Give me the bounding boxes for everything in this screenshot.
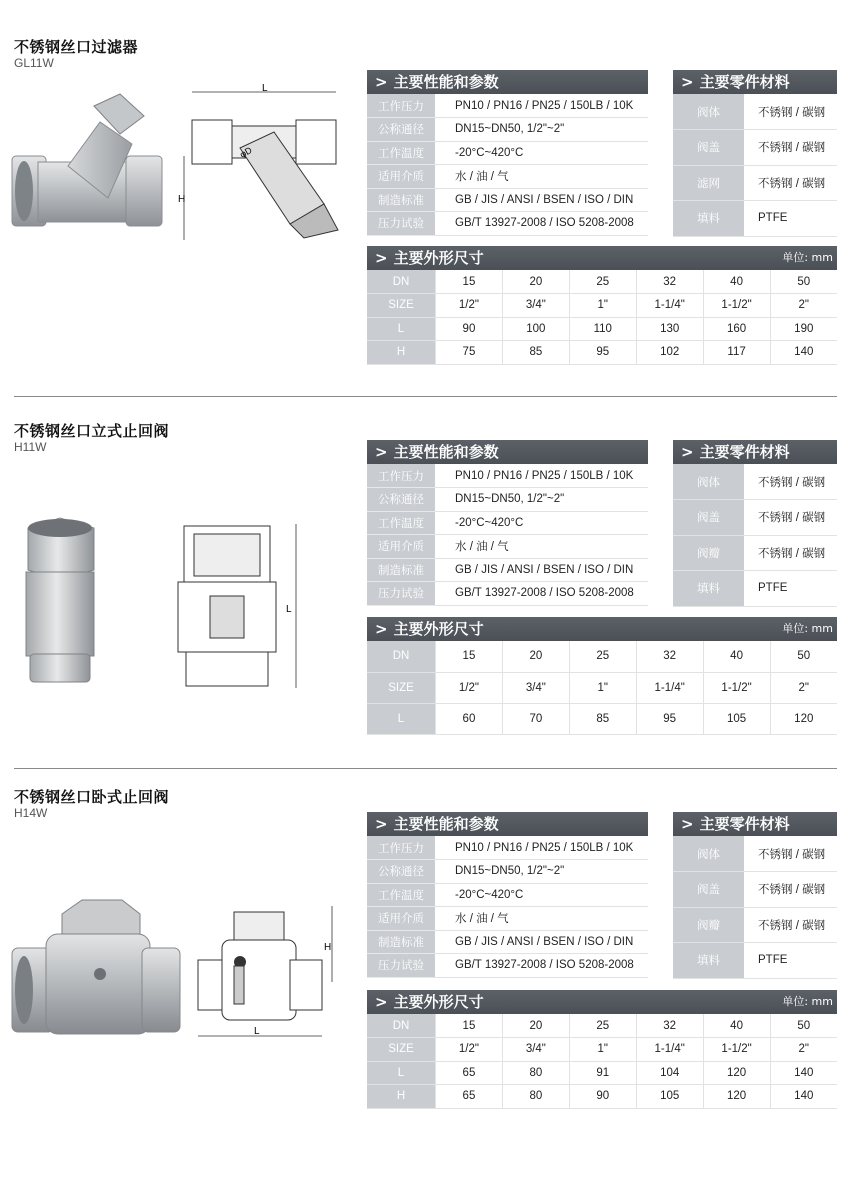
- vertical-check-valve-drawing: [170, 520, 310, 692]
- dim-value: 1-1/2": [703, 672, 770, 703]
- dim-value: 104: [636, 1061, 703, 1085]
- dim-value: 80: [502, 1085, 569, 1109]
- dim-value: 50: [770, 1014, 837, 1038]
- dim-value: 1/2": [436, 672, 503, 703]
- table-row: [367, 165, 648, 189]
- table-row: [367, 1014, 837, 1038]
- dim-label: DN: [367, 641, 436, 672]
- table-row: [673, 872, 837, 908]
- table-row: [367, 188, 648, 212]
- parts-header: > 主要零件材料: [673, 440, 837, 464]
- table-row: [367, 907, 648, 931]
- dims-header: > 主要外形尺寸 单位: mm: [367, 246, 837, 270]
- dim-value: 20: [502, 641, 569, 672]
- dims-table: [367, 641, 837, 735]
- param-label: 适用介质: [367, 165, 435, 189]
- table-row: [367, 535, 648, 559]
- unit-label: 单位: mm: [782, 251, 833, 264]
- param-value: -20°C~420°C: [435, 883, 648, 907]
- part-material: 不锈钢 / 碳钢: [744, 907, 837, 943]
- param-label: 工作压力: [367, 464, 435, 488]
- table-row: [367, 511, 648, 535]
- dim-value: 3/4": [502, 294, 569, 318]
- product-title: 不锈钢丝口立式止回阀: [14, 422, 170, 440]
- param-value: PN10 / PN16 / PN25 / 150LB / 10K: [435, 94, 648, 118]
- part-material: 不锈钢 / 碳钢: [744, 500, 837, 536]
- part-label: 填料: [673, 201, 744, 237]
- dimension-label-l: L: [254, 1026, 260, 1037]
- parts-table: [673, 464, 837, 607]
- param-label: 压力试验: [367, 582, 435, 606]
- dim-value: 140: [770, 341, 837, 365]
- dim-value: 80: [502, 1061, 569, 1085]
- parts-header: > 主要零件材料: [673, 812, 837, 836]
- dim-value: 105: [703, 703, 770, 734]
- param-value: DN15~DN50, 1/2"~2": [435, 860, 648, 884]
- dim-value: 15: [436, 641, 503, 672]
- y-strainer-photo: [8, 88, 168, 238]
- dim-value: 120: [770, 703, 837, 734]
- param-label: 压力试验: [367, 212, 435, 236]
- dim-value: 65: [436, 1061, 503, 1085]
- table-row: [367, 703, 837, 734]
- param-value: DN15~DN50, 1/2"~2": [435, 118, 648, 142]
- param-value: -20°C~420°C: [435, 511, 648, 535]
- dim-value: 130: [636, 317, 703, 341]
- param-value: PN10 / PN16 / PN25 / 150LB / 10K: [435, 836, 648, 860]
- dim-value: 140: [770, 1085, 837, 1109]
- part-label: 阀体: [673, 94, 744, 130]
- dim-value: 2": [770, 672, 837, 703]
- performance-header: > 主要性能和参数: [367, 440, 648, 464]
- dim-label: SIZE: [367, 1038, 436, 1062]
- swing-check-valve-drawing: [186, 904, 346, 1044]
- product-code: H11W: [14, 440, 47, 454]
- dim-value: 85: [502, 341, 569, 365]
- part-material: 不锈钢 / 碳钢: [744, 872, 837, 908]
- param-label: 工作压力: [367, 836, 435, 860]
- product-title: 不锈钢丝口卧式止回阀: [14, 788, 170, 806]
- dim-value: 40: [703, 641, 770, 672]
- table-row: [367, 836, 648, 860]
- dim-value: 32: [636, 270, 703, 294]
- dim-value: 3/4": [502, 672, 569, 703]
- dim-value: 25: [569, 1014, 636, 1038]
- param-label: 公称通径: [367, 118, 435, 142]
- part-label: 阀盖: [673, 872, 744, 908]
- dim-value: 15: [436, 1014, 503, 1038]
- dim-value: 1": [569, 1038, 636, 1062]
- table-row: [367, 1085, 837, 1109]
- part-material: PTFE: [744, 943, 837, 979]
- dim-value: 60: [436, 703, 503, 734]
- table-row: [367, 317, 837, 341]
- product-title: 不锈钢丝口过滤器: [14, 38, 139, 56]
- dim-value: 100: [502, 317, 569, 341]
- param-value: GB / JIS / ANSI / BSEN / ISO / DIN: [435, 188, 648, 212]
- table-row: [367, 558, 648, 582]
- table-row: [367, 94, 648, 118]
- dim-label: L: [367, 703, 436, 734]
- dim-value: 1-1/4": [636, 672, 703, 703]
- performance-table: [367, 836, 648, 978]
- part-label: 阀瓣: [673, 907, 744, 943]
- swing-check-valve-photo: [10, 894, 182, 1040]
- param-label: 制造标准: [367, 188, 435, 212]
- part-label: 滤网: [673, 165, 744, 201]
- param-label: 制造标准: [367, 558, 435, 582]
- table-row: [673, 943, 837, 979]
- param-label: 工作温度: [367, 141, 435, 165]
- dim-value: 32: [636, 641, 703, 672]
- performance-header: > 主要性能和参数: [367, 812, 648, 836]
- part-material: 不锈钢 / 碳钢: [744, 94, 837, 130]
- dim-label: H: [367, 1085, 436, 1109]
- dim-label: SIZE: [367, 672, 436, 703]
- part-label: 阀体: [673, 836, 744, 872]
- dim-value: 120: [703, 1085, 770, 1109]
- table-row: [367, 860, 648, 884]
- part-label: 阀盖: [673, 500, 744, 536]
- product-code: GL11W: [14, 56, 54, 70]
- dimension-label-l: L: [262, 84, 268, 94]
- table-row: [673, 535, 837, 571]
- part-label: 阀体: [673, 464, 744, 500]
- param-value: 水 / 油 / 气: [435, 907, 648, 931]
- param-label: 工作温度: [367, 883, 435, 907]
- dimension-label-h: H: [178, 194, 186, 205]
- dim-value: 2": [770, 1038, 837, 1062]
- dim-value: 120: [703, 1061, 770, 1085]
- param-value: 水 / 油 / 气: [435, 165, 648, 189]
- table-row: [367, 212, 648, 236]
- dim-label: DN: [367, 1014, 436, 1038]
- table-row: [367, 1038, 837, 1062]
- dim-value: 15: [436, 270, 503, 294]
- dim-value: 20: [502, 270, 569, 294]
- dim-value: 160: [703, 317, 770, 341]
- param-label: 适用介质: [367, 907, 435, 931]
- table-row: [367, 270, 837, 294]
- dim-value: 90: [436, 317, 503, 341]
- dim-value: 20: [502, 1014, 569, 1038]
- parts-table: [673, 836, 837, 979]
- dim-value: 1": [569, 294, 636, 318]
- product-code: H14W: [14, 806, 48, 820]
- table-row: [367, 141, 648, 165]
- dim-label: SIZE: [367, 294, 436, 318]
- dim-value: 1-1/2": [703, 294, 770, 318]
- dim-value: 32: [636, 1014, 703, 1038]
- part-material: 不锈钢 / 碳钢: [744, 535, 837, 571]
- param-label: 工作温度: [367, 511, 435, 535]
- table-row: [367, 488, 648, 512]
- part-material: PTFE: [744, 201, 837, 237]
- table-row: [673, 165, 837, 201]
- part-material: 不锈钢 / 碳钢: [744, 130, 837, 166]
- param-value: GB / JIS / ANSI / BSEN / ISO / DIN: [435, 930, 648, 954]
- dims-table: [367, 1014, 837, 1109]
- dim-value: 3/4": [502, 1038, 569, 1062]
- param-value: GB/T 13927-2008 / ISO 5208-2008: [435, 212, 648, 236]
- performance-table: [367, 464, 648, 606]
- dim-value: 75: [436, 341, 503, 365]
- table-row: [673, 464, 837, 500]
- dim-value: 95: [636, 703, 703, 734]
- param-value: GB/T 13927-2008 / ISO 5208-2008: [435, 582, 648, 606]
- vertical-check-valve-photo: [18, 514, 104, 686]
- dims-header: > 主要外形尺寸 单位: mm: [367, 617, 837, 641]
- dim-value: 90: [569, 1085, 636, 1109]
- param-label: 公称通径: [367, 488, 435, 512]
- dim-value: 50: [770, 270, 837, 294]
- part-label: 填料: [673, 943, 744, 979]
- dim-value: 140: [770, 1061, 837, 1085]
- part-material: 不锈钢 / 碳钢: [744, 836, 837, 872]
- dim-value: 25: [569, 270, 636, 294]
- table-row: [673, 836, 837, 872]
- dim-label: H: [367, 341, 436, 365]
- param-value: GB / JIS / ANSI / BSEN / ISO / DIN: [435, 558, 648, 582]
- table-row: [367, 341, 837, 365]
- dim-value: 117: [703, 341, 770, 365]
- table-row: [673, 94, 837, 130]
- param-label: 制造标准: [367, 930, 435, 954]
- dim-value: 1-1/4": [636, 294, 703, 318]
- table-row: [673, 500, 837, 536]
- dim-value: 1": [569, 672, 636, 703]
- parts-header: > 主要零件材料: [673, 70, 837, 94]
- dim-value: 25: [569, 641, 636, 672]
- param-value: 水 / 油 / 气: [435, 535, 648, 559]
- dim-value: 105: [636, 1085, 703, 1109]
- dim-label: DN: [367, 270, 436, 294]
- part-label: 填料: [673, 571, 744, 607]
- dim-value: 85: [569, 703, 636, 734]
- table-row: [673, 130, 837, 166]
- parts-table: [673, 94, 837, 237]
- dim-value: 1-1/4": [636, 1038, 703, 1062]
- dimension-label-l: L: [286, 604, 292, 615]
- param-label: 适用介质: [367, 535, 435, 559]
- y-strainer-drawing: [178, 84, 348, 244]
- part-material: PTFE: [744, 571, 837, 607]
- dims-header: > 主要外形尺寸 单位: mm: [367, 990, 837, 1014]
- table-row: [367, 118, 648, 142]
- table-row: [367, 672, 837, 703]
- dim-value: 91: [569, 1061, 636, 1085]
- table-row: [367, 641, 837, 672]
- performance-table: [367, 94, 648, 236]
- dim-value: 190: [770, 317, 837, 341]
- table-row: [673, 201, 837, 237]
- dimension-label-h: H: [324, 942, 332, 953]
- dim-value: 70: [502, 703, 569, 734]
- part-material: 不锈钢 / 碳钢: [744, 464, 837, 500]
- dim-value: 65: [436, 1085, 503, 1109]
- section-divider: [14, 768, 837, 769]
- dim-value: 2": [770, 294, 837, 318]
- unit-label: 单位: mm: [782, 995, 833, 1008]
- table-row: [367, 930, 648, 954]
- dims-table: [367, 270, 837, 365]
- dim-value: 40: [703, 1014, 770, 1038]
- table-row: [673, 907, 837, 943]
- part-label: 阀瓣: [673, 535, 744, 571]
- dim-value: 110: [569, 317, 636, 341]
- param-label: 公称通径: [367, 860, 435, 884]
- dim-value: 1/2": [436, 294, 503, 318]
- table-row: [673, 571, 837, 607]
- table-row: [367, 954, 648, 978]
- param-value: PN10 / PN16 / PN25 / 150LB / 10K: [435, 464, 648, 488]
- dim-value: 1/2": [436, 1038, 503, 1062]
- dim-label: L: [367, 1061, 436, 1085]
- dim-value: 1-1/2": [703, 1038, 770, 1062]
- param-label: 工作压力: [367, 94, 435, 118]
- table-row: [367, 1061, 837, 1085]
- dim-value: 40: [703, 270, 770, 294]
- part-material: 不锈钢 / 碳钢: [744, 165, 837, 201]
- dim-value: 95: [569, 341, 636, 365]
- dim-value: 102: [636, 341, 703, 365]
- dim-label: L: [367, 317, 436, 341]
- param-label: 压力试验: [367, 954, 435, 978]
- dimension-label-d: φD: [238, 144, 254, 160]
- table-row: [367, 582, 648, 606]
- unit-label: 单位: mm: [782, 622, 833, 635]
- param-value: -20°C~420°C: [435, 141, 648, 165]
- table-row: [367, 294, 837, 318]
- dim-value: 50: [770, 641, 837, 672]
- section-divider: [14, 396, 837, 397]
- part-label: 阀盖: [673, 130, 744, 166]
- performance-header: > 主要性能和参数: [367, 70, 648, 94]
- table-row: [367, 464, 648, 488]
- param-value: GB/T 13927-2008 / ISO 5208-2008: [435, 954, 648, 978]
- table-row: [367, 883, 648, 907]
- param-value: DN15~DN50, 1/2"~2": [435, 488, 648, 512]
